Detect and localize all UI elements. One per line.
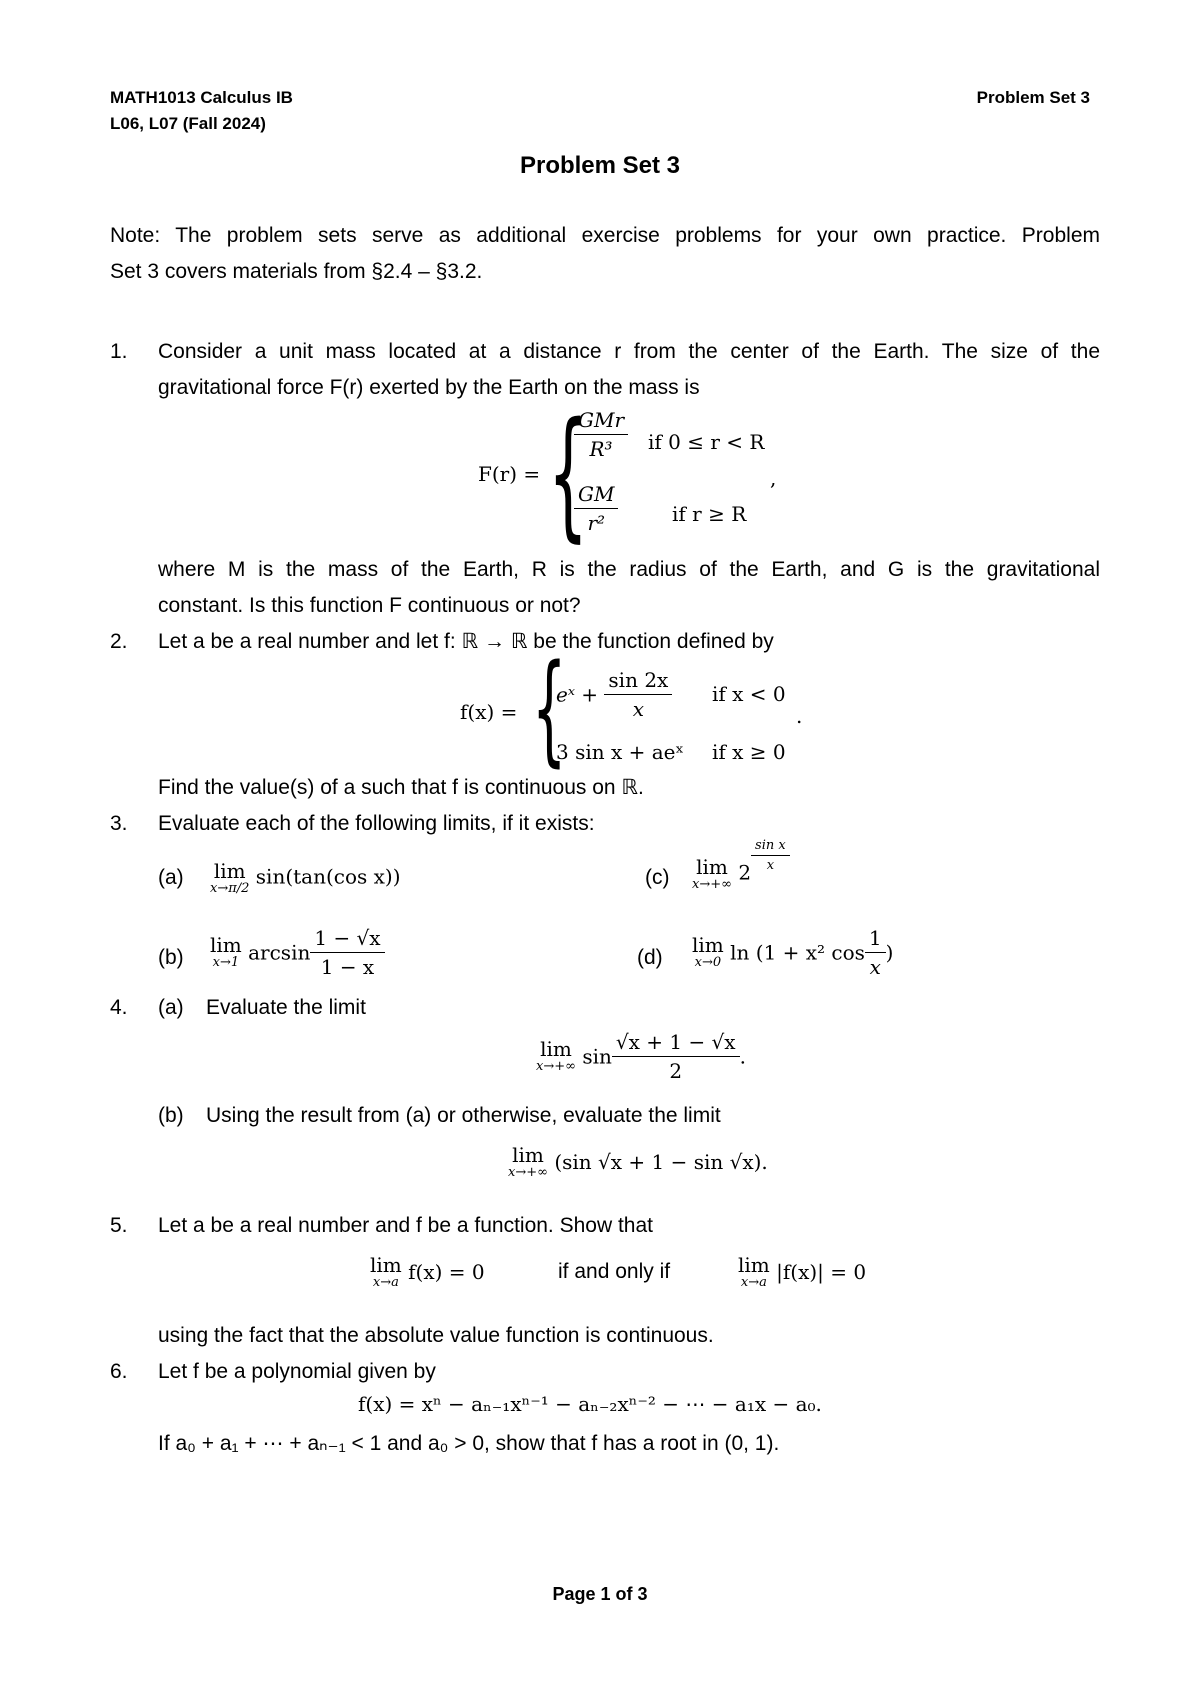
problem-1-line-3: where M is the mass of the Earth, R is the radius of the Earth, and G is the gravitational	[158, 558, 1100, 581]
problem-4-number: 4.	[110, 996, 128, 1019]
p1-eq-lhs: F(r) =	[478, 462, 541, 486]
course-header: MATH1013 Calculus IB	[110, 88, 293, 107]
p4-b-expr	[508, 1144, 768, 1180]
p4-a-label: (a)	[158, 996, 184, 1019]
p3-d-expr	[692, 926, 893, 979]
p1-case2-num: GM	[574, 482, 618, 509]
problem-3-number: 3.	[110, 812, 128, 835]
p3-a-body: sin(tan(cos x))	[255, 864, 401, 889]
problem-6-line-1: Let f be a polynomial given by	[158, 1360, 436, 1383]
p4-b-body: (sin √x + 1 − sin √x).	[554, 1150, 768, 1175]
p3-c-lim: lim	[696, 855, 728, 879]
p3-c-base: 2	[738, 860, 752, 885]
p2-case2-cond: if x ≥ 0	[712, 740, 786, 764]
p4-a-den: 2	[669, 1059, 683, 1083]
p3-c-label: (c)	[645, 866, 670, 889]
p1-eq-end: ,	[770, 466, 777, 490]
p2-eq-lhs: f(x) =	[460, 700, 518, 724]
p5-lhs-lim: lim	[370, 1253, 402, 1277]
problem-5-line-2: using the fact that the absolute value function is continuous.	[158, 1324, 714, 1347]
p1-case-2	[574, 482, 618, 535]
problem-set-header: Problem Set 3	[976, 88, 1090, 107]
p3-a-expr	[210, 860, 401, 896]
p3-a-label: (a)	[158, 866, 184, 889]
problem-1-line-1: Consider a unit mass located at a distance r from the center of the Earth. The size of the	[158, 340, 1100, 363]
p5-rhs-expr	[738, 1254, 866, 1290]
p2-case1-cond: if x < 0	[712, 682, 786, 706]
p2-case1-den: x	[632, 697, 645, 721]
p3-d-pre: ln (1 + x² cos	[730, 940, 865, 965]
p4-a-lim: lim	[540, 1037, 572, 1062]
p4-b-lim: lim	[512, 1143, 544, 1167]
p3-c-sub: x→+∞	[692, 877, 732, 892]
problem-5-number: 5.	[110, 1214, 128, 1237]
problem-1-number: 1.	[110, 340, 128, 363]
p1-case2-cond: if r ≥ R	[672, 502, 747, 526]
p1-case1-den: R³	[589, 437, 613, 461]
p4-b-sub: x→+∞	[508, 1165, 548, 1180]
p3-b-pre: arcsin	[248, 940, 311, 965]
p6-equation: f(x) = xⁿ − aₙ₋₁xⁿ⁻¹ − aₙ₋₂xⁿ⁻² − ⋯ − a₁x − a₀.	[358, 1392, 822, 1416]
p5-lhs: f(x) = 0	[408, 1260, 485, 1285]
problem-2-line-2: Find the value(s) of a such that f is continuous on ℝ.	[158, 776, 644, 799]
note-line-2: Set 3 covers materials from §2.4 – §3.2.	[110, 260, 483, 283]
p1-case2-den: r²	[587, 511, 606, 535]
p3-d-close: )	[885, 940, 894, 965]
p3-d-lim: lim	[692, 933, 724, 958]
p3-d-sub: x→0	[694, 955, 722, 971]
problem-2-line-1: Let a be a real number and let f: ℝ → ℝ be the function defined by	[158, 630, 774, 653]
p2-eq-end: .	[796, 704, 803, 728]
p5-rhs-sub: x→a	[740, 1275, 767, 1290]
p3-c-expr	[692, 838, 790, 892]
p1-brace: {	[548, 393, 589, 556]
p3-b-num: 1 − √x	[310, 926, 384, 953]
p2-case1-expr: eˣ +	[556, 682, 599, 707]
problem-6-line-2: If a₀ + a₁ + ⋯ + aₙ₋₁ < 1 and a₀ > 0, show that f has a root in (0, 1).	[158, 1432, 780, 1455]
section-header: L06, L07 (Fall 2024)	[110, 114, 266, 133]
p2-case2-expr: 3 sin x + aeˣ	[556, 740, 684, 764]
problem-3-line-1: Evaluate each of the following limits, if it exists:	[158, 812, 595, 835]
p3-c-exp-num: sin x	[751, 838, 790, 856]
p3-d-num: 1	[865, 926, 886, 953]
p4-b-text: Using the result from (a) or otherwise, evaluate the limit	[206, 1104, 721, 1127]
note-line-1: Note: The problem sets serve as additional exercise problems for your own practice. Problem	[110, 224, 1100, 247]
problem-2-number: 2.	[110, 630, 128, 653]
p1-case1-cond: if 0 ≤ r < R	[648, 430, 765, 454]
p2-brace: {	[532, 640, 567, 779]
p4-a-expr	[536, 1030, 746, 1083]
p3-b-den: 1 − x	[320, 955, 375, 979]
p3-b-lim: lim	[210, 933, 242, 958]
p5-rhs: |f(x)| = 0	[776, 1260, 867, 1285]
page-title: Problem Set 3	[519, 152, 681, 179]
problem-5-line-1: Let a be a real number and f be a function. Show that	[158, 1214, 653, 1237]
p2-case1-num: sin 2x	[604, 668, 672, 695]
p3-d-label: (d)	[637, 946, 663, 969]
problem-1-line-2: gravitational force F(r) exerted by the Earth on the mass is	[158, 376, 700, 399]
p5-lhs-sub: x→a	[372, 1275, 399, 1290]
p2-case-1	[556, 668, 672, 721]
p3-a-lim: lim	[213, 859, 246, 883]
p5-lhs-expr	[370, 1254, 485, 1290]
p1-case1-num: GMr	[574, 408, 628, 435]
p1-case-1	[574, 408, 628, 461]
problem-6-number: 6.	[110, 1360, 128, 1383]
p4-a-pre: sin	[582, 1044, 612, 1069]
p3-d-den: x	[869, 955, 881, 979]
p4-a-num: √x + 1 − √x	[612, 1030, 740, 1057]
p3-c-exp-den: x	[766, 858, 775, 873]
p5-iff: if and only if	[558, 1260, 671, 1283]
p4-a-sub: x→+∞	[536, 1059, 576, 1075]
p4-b-label: (b)	[158, 1104, 184, 1127]
p4-a-end: .	[739, 1044, 746, 1069]
problem-1-line-4: constant. Is this function F continuous or not?	[158, 594, 581, 617]
p5-rhs-lim: lim	[738, 1253, 770, 1277]
p3-a-sub: x→π/2	[210, 881, 250, 896]
p3-b-expr	[210, 926, 385, 979]
p3-b-label: (b)	[158, 946, 184, 969]
p4-a-text: Evaluate the limit	[206, 996, 366, 1019]
p3-b-sub: x→1	[212, 955, 240, 971]
page-footer: Page 1 of 3	[552, 1584, 648, 1604]
